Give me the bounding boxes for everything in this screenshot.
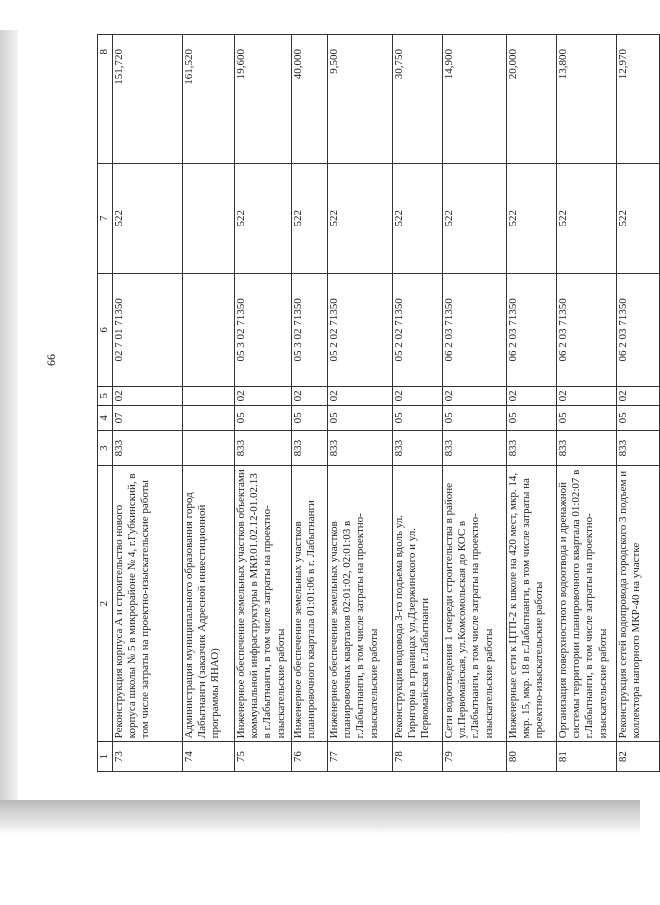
row-col5: 02 [393, 387, 443, 405]
row-number: 80 [507, 742, 557, 772]
column-header-8: 8 [98, 35, 113, 164]
column-header-6: 6 [98, 273, 113, 387]
table-row [328, 35, 393, 772]
row-name: Реконструкция корпуса А и строительство нового корпуса школы № 5 в микрорайоне № 4, г.Губкинский, в том числе затраты на проектно-изыскательские работы [113, 465, 183, 741]
row-number: 74 [183, 742, 235, 772]
row-name: Администрация муниципального образования город Лабытнанги (заказчик Адресной инвестиционной программы ЯНАО) [183, 465, 235, 741]
column-header-3: 3 [98, 431, 113, 466]
row-col6: 05 3 02 71350 [235, 273, 292, 387]
row-col3: 833 [617, 431, 660, 466]
row-col7: 522 [393, 164, 443, 274]
row-col6: 06 2 03 71350 [617, 273, 660, 387]
row-col7: 522 [292, 164, 328, 274]
row-col6: 05 3 02 71350 [292, 273, 328, 387]
row-amount: 30,750 [393, 35, 443, 164]
row-col3: 833 [113, 431, 183, 466]
row-name: Инженерное обеспечение земельных участков планировочных кварталов 02:01:02, 02:01:03 в г.Лабытнанги, в том числе затраты на проектно-изыскательские работы [328, 465, 393, 741]
row-col4: 05 [328, 405, 393, 431]
row-number: 78 [393, 742, 443, 772]
table-row [235, 35, 292, 772]
row-name: Инженерное обеспечение земельных участков планировочного квартала 01:01:06 в г. Лабытнанги [292, 465, 328, 741]
row-col7 [183, 164, 235, 274]
table-row [393, 35, 443, 772]
column-header-1: 1 [98, 742, 113, 772]
row-col4: 07 [113, 405, 183, 431]
column-header-2: 2 [98, 465, 113, 741]
row-col6: 02 7 01 71350 [113, 273, 183, 387]
row-col3 [183, 431, 235, 466]
table-row [557, 35, 617, 772]
column-header-7: 7 [98, 164, 113, 274]
row-number: 76 [292, 742, 328, 772]
column-header-5: 5 [98, 387, 113, 405]
row-col5: 02 [113, 387, 183, 405]
row-col6: 06 2 03 71350 [557, 273, 617, 387]
row-number: 75 [235, 742, 292, 772]
row-col3: 833 [393, 431, 443, 466]
row-col7: 522 [617, 164, 660, 274]
row-col5: 02 [617, 387, 660, 405]
row-amount: 20,000 [507, 35, 557, 164]
row-name: Реконструкция водовода 3-го подъема вдоль ул. Гирнгорна в границах ул.Дзержинского и ул. Первомайская в г.Лабытнанги [393, 465, 443, 741]
row-amount: 40,000 [292, 35, 328, 164]
row-name: Сети водоотведения 1 очереди строительства в районе ул.Первомайская, ул.Комсомольская до КОС в г.Лабытнанги, в том числе затраты на проектно-изыскательские работы [443, 465, 507, 741]
row-col7: 522 [113, 164, 183, 274]
row-col3: 833 [235, 431, 292, 466]
row-col3: 833 [557, 431, 617, 466]
row-col7: 522 [328, 164, 393, 274]
row-amount: 14,900 [443, 35, 507, 164]
row-col3: 833 [292, 431, 328, 466]
table-row [507, 35, 557, 772]
row-amount: 151,720 [113, 35, 183, 164]
row-name: Реконструкция сетей водопровода городского 3 подъем и коллектора напорного МКР-40 на участке [617, 465, 660, 741]
page-number: 66 [44, 354, 58, 366]
row-col5: 02 [292, 387, 328, 405]
row-amount: 13,800 [557, 35, 617, 164]
row-col5 [183, 387, 235, 405]
row-col7: 522 [507, 164, 557, 274]
table-row [292, 35, 328, 772]
row-col3: 833 [507, 431, 557, 466]
row-col4: 05 [393, 405, 443, 431]
row-name: Организация поверхностного водоотвода и дренажной системы территории планировочного квартала 01:02:07 в г.Лабытнанги, в том числе затраты на проектно-изыскательские работы [557, 465, 617, 741]
row-name: Инженерное обеспечение земельных участков объектами коммунальной инфраструктуры в МКР.01.02.12-01.02.13 в г.Лабытнанги, в том числе затраты на проектно-изыскательские работы [235, 465, 292, 741]
table-row [183, 35, 235, 772]
row-col6: 05 2 02 71350 [328, 273, 393, 387]
row-number: 77 [328, 742, 393, 772]
row-amount: 9,500 [328, 35, 393, 164]
row-col6: 05 2 02 71350 [393, 273, 443, 387]
row-col4: 05 [617, 405, 660, 431]
scan-edge-bottom [0, 800, 640, 834]
row-name: Инженерные сети к ЦТП-2 к школе на 420 мест, мкр. 14, мкр. 15, мкр. 18 в г.Лабытнанги, в том числе затраты на проектно-изыскательские работы [507, 465, 557, 741]
row-col5: 02 [328, 387, 393, 405]
column-header-4: 4 [98, 405, 113, 431]
row-number: 82 [617, 742, 660, 772]
row-number: 73 [113, 742, 183, 772]
row-col4: 05 [507, 405, 557, 431]
row-col4: 05 [557, 405, 617, 431]
header-row [98, 35, 113, 772]
row-col7: 522 [557, 164, 617, 274]
table-row [113, 35, 183, 772]
row-col6 [183, 273, 235, 387]
row-col5: 02 [235, 387, 292, 405]
row-col7: 522 [443, 164, 507, 274]
row-amount: 12,970 [617, 35, 660, 164]
row-amount: 19,600 [235, 35, 292, 164]
row-number: 81 [557, 742, 617, 772]
row-col4: 05 [292, 405, 328, 431]
row-col7: 522 [235, 164, 292, 274]
row-number: 79 [443, 742, 507, 772]
table-row [443, 35, 507, 772]
rotated-page [97, 34, 643, 772]
row-col4: 05 [443, 405, 507, 431]
row-col6: 06 2 03 71350 [443, 273, 507, 387]
row-amount: 161,520 [183, 35, 235, 164]
row-col3: 833 [328, 431, 393, 466]
row-col4 [183, 405, 235, 431]
row-col6: 06 2 03 71350 [507, 273, 557, 387]
row-col5: 02 [443, 387, 507, 405]
row-col3: 833 [443, 431, 507, 466]
table-row [617, 35, 660, 772]
scan-edge-left [0, 30, 18, 800]
row-col5: 02 [507, 387, 557, 405]
budget-table [97, 34, 660, 772]
row-col4: 05 [235, 405, 292, 431]
row-col5: 02 [557, 387, 617, 405]
